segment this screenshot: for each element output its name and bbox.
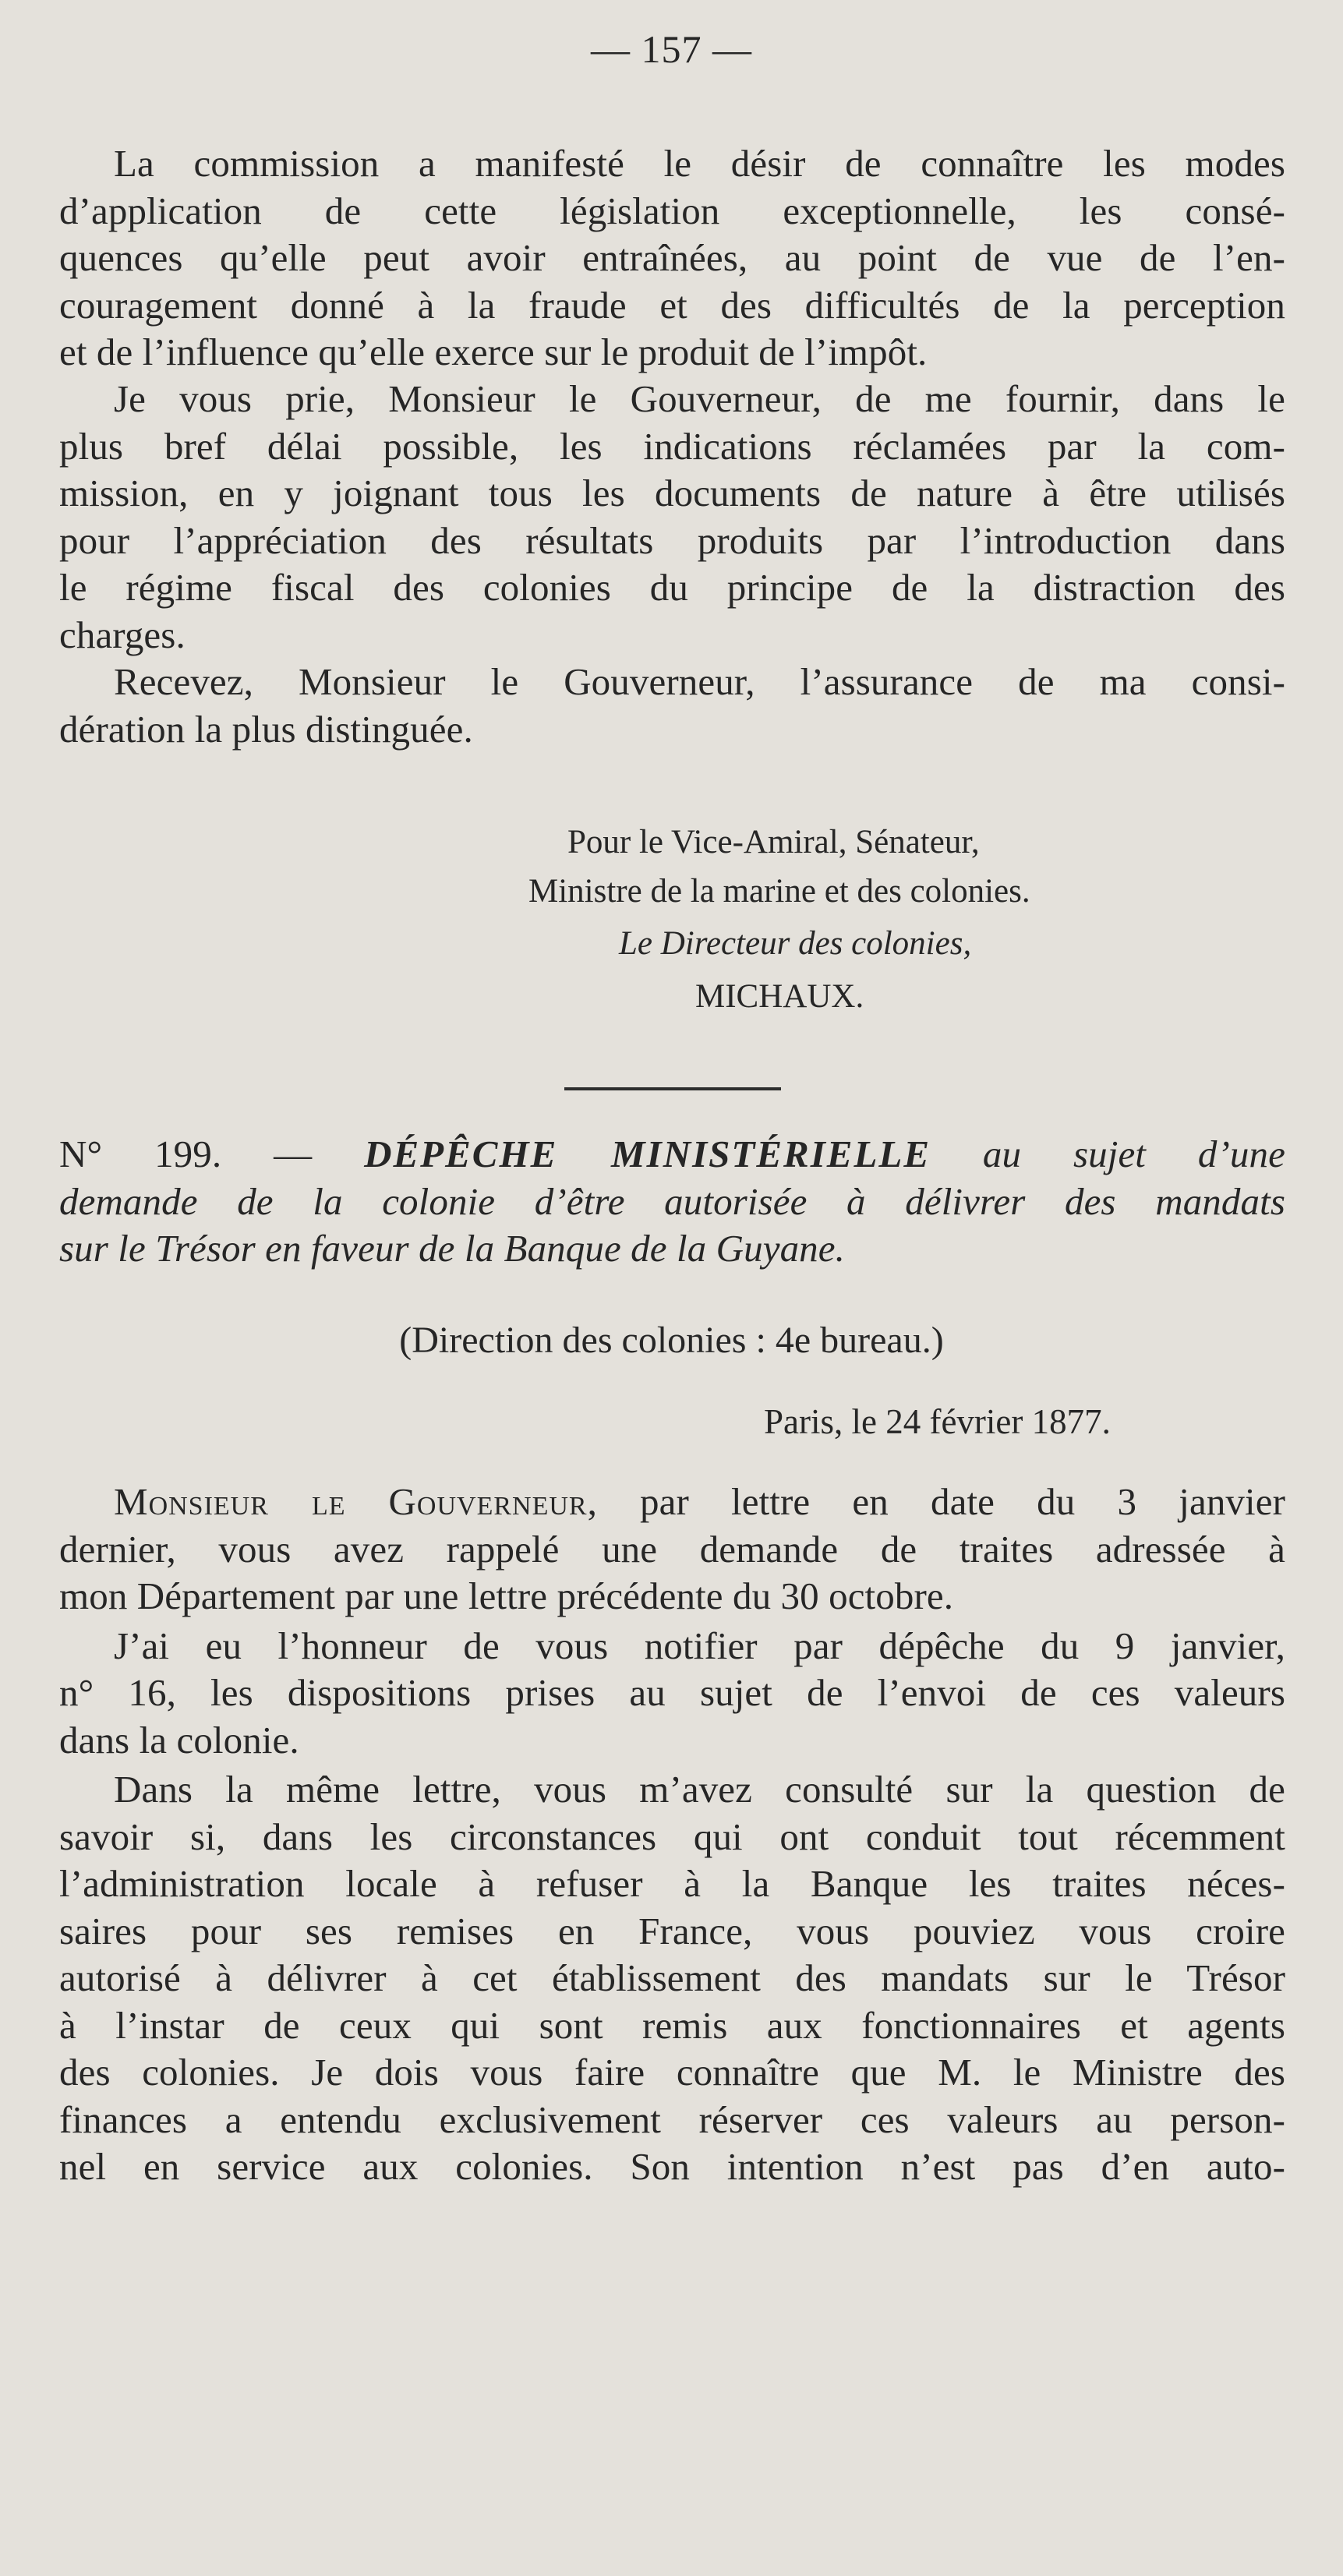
paragraph-line: pour l’appréciation des résultats produits par l’introduction dans [59,518,1285,562]
salutation-continuation: par lettre en date du 3 janvier [640,1480,1285,1523]
paragraph-line: autorisé à délivrer à cet établissement des mandats sur le Trésor [59,1956,1285,1999]
paragraph-line: Dans la même lettre, vous m’avez consulté sur la question de [114,1768,1285,1811]
page-number: — 157 — [591,27,752,71]
paragraph-line: savoir si, dans les circonstances qui ont conduit tout récemment [59,1815,1285,1858]
paragraph-line: charges. [59,613,186,656]
paragraph-line: et de l’influence qu’elle exerce sur le produit de l’impôt. [59,330,928,373]
paragraph-request-reminder [59,1479,1285,1620]
paragraph-closing [59,659,1285,753]
paragraph-line: des colonies. Je dois vous faire connaître que M. le Ministre des [59,2051,1285,2094]
paragraph-treasury-mandates [59,1766,1285,2191]
salutation: Monsieur le Gouverneur, [114,1480,598,1523]
paragraph-line: n° 16, les dispositions prises au sujet de l’envoi de ces valeurs [59,1671,1285,1714]
paragraph-line: J’ai eu l’honneur de vous notifier par dépêche du 9 janvier, [114,1624,1285,1667]
dispatch-heading [59,1131,1285,1273]
signature-line-3: Le Directeur des colonies, [619,925,972,962]
paragraph-line: dans la colonie. [59,1718,299,1762]
paragraph-commission [59,140,1285,376]
paragraph-line: mission, en y joignant tous les documents de nature à être utilisés [59,472,1285,514]
heading-line-1 [59,1131,1285,1178]
signature-line-2: Ministre de la marine et des colonies. [528,873,1030,910]
paragraph-line: nel en service aux colonies. Son intention n’est pas d’en auto- [59,2145,1285,2188]
dispatch-subject-start: au sujet d’une [982,1133,1285,1175]
signature-line-1: Pour le Vice-Amiral, Sénateur, [567,824,980,860]
paragraph-line: dernier, vous avez rappelé une demande de traites adressée à [59,1527,1285,1571]
paragraph-line: l’administration locale à refuser à la Banque les traites néces- [59,1862,1285,1905]
paragraph-line: Recevez, Monsieur le Gouverneur, l’assurance de ma consi- [114,660,1285,703]
dispatch-date: Paris, le 24 février 1877. [764,1402,1111,1441]
dispatch-title: DÉPÊCHE MINISTÉRIELLE [364,1133,931,1175]
paragraph-line: mon Département par une lettre précédente du 30 octobre. [59,1574,954,1617]
paragraph-line: La commission a manifesté le désir de connaître les modes [114,142,1285,185]
paragraph-line: saires pour ses remises en France, vous pouviez vous croire [59,1909,1285,1952]
paragraph-line [59,1479,1285,1526]
dispatch-body [59,1479,1285,2191]
paragraph-line: couragement donné à la fraude et des difficultés de la perception [59,283,1285,327]
heading-line-2: demande de la colonie d’être autorisée à délivrer des mandats [59,1179,1285,1223]
paragraph-line: plus bref délai possible, les indications réclamées par la com- [59,424,1285,468]
signature-line-4: MICHAUX. [695,978,864,1015]
paragraph-notification [59,1623,1285,1765]
heading-line-3: sur le Trésor en faveur de la Banque de la Guyane. [59,1227,845,1270]
dispatch-number: N° 199. — [59,1133,313,1175]
paragraph-line: Je vous prie, Monsieur le Gouverneur, de me fournir, dans le [114,377,1285,420]
paragraph-line: dération la plus distinguée. [59,707,473,751]
paragraph-line: d’application de cette législation exceptionnelle, les consé- [59,189,1285,232]
paragraph-line: à l’instar de ceux qui sont remis aux fonctionnaires et agents [59,2003,1285,2047]
paragraph-line: finances a entendu exclusivement réserver ces valeurs au person- [59,2097,1285,2141]
direction-label: (Direction des colonies : 4e bureau.) [399,1320,944,1361]
section-divider [564,1087,781,1090]
paragraph-request [59,376,1285,659]
paragraph-line: quences qu’elle peut avoir entraînées, au point de vue de l’en- [59,236,1285,279]
paragraph-line: le régime fiscal des colonies du principe de la distraction des [59,566,1285,609]
